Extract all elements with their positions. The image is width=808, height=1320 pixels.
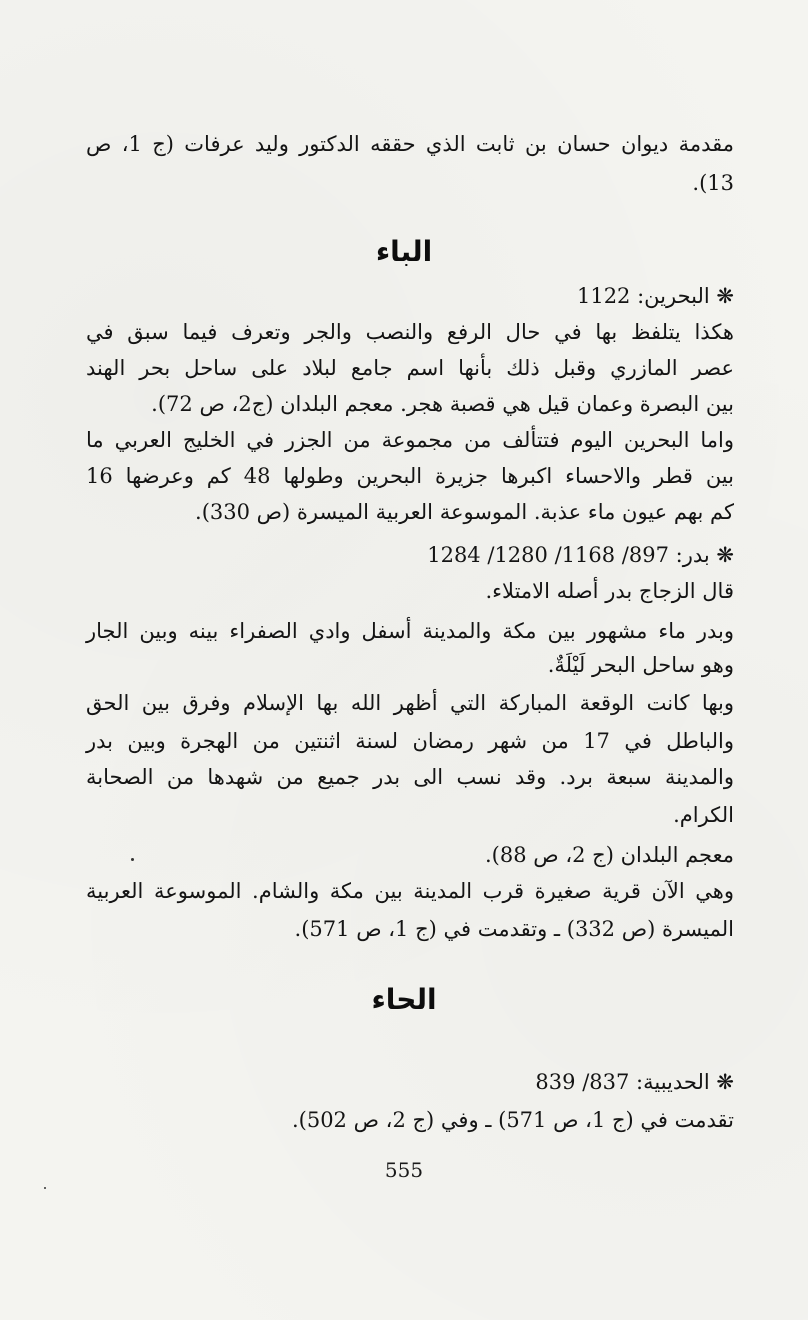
entry-text-line: والباطل في 17 من شهر رمضان لسنة اثنتين من الهجرة وبين بدر (86, 729, 735, 753)
entry-text-line: بين قطر والاحساء اكبرها جزيرة البحرين وطولها 48 كم وعرضها 16 (86, 464, 734, 488)
entry-text-line: وبدر ماء مشهور بين مكة والمدينة أسفل وادي الصفراء بينه وبين الجار (86, 619, 734, 643)
entry-hudaybiyya (86, 1064, 734, 1144)
intro-line: 13). (692, 171, 734, 195)
paper-speck (131, 858, 134, 861)
entry-text-line: وهي الآن قرية صغيرة قرب المدينة بين مكة والشام. الموسوعة العربية (86, 879, 734, 903)
entry-headword: ❋ الحديبية: 837/ 839 (535, 1070, 734, 1094)
entry-text-line: بين البصرة وعمان قيل هي قصبة هجر. معجم البلدان (ج2، ص 72). (151, 392, 734, 416)
entry-text-line: والمدينة سبعة برد. وقد نسب الى بدر جميع من شهدها من الصحابة (86, 765, 734, 789)
entry-text-line: وهو ساحل البحر لَيْلَةٌ. (547, 653, 734, 677)
entry-text-line: وبها كانت الوقعة المباركة التي أظهر الله بها الإسلام وفرق بين الحق (86, 691, 734, 715)
entry-text-line: كم بهم عيون ماء عذبة. الموسوعة العربية الميسرة (ص 330). (195, 500, 734, 524)
entry-text-line: الميسرة (ص 332) ـ وتقدمت في (ج 1، ص 571). (294, 917, 734, 941)
entry-text-line: الكرام. (673, 803, 734, 827)
entry-text-line: قال الزجاج بدر أصله الامتلاء. (485, 579, 734, 603)
entry-text-line: تقدمت في (ج 1، ص 571) ـ وفي (ج 2، ص 502). (291, 1108, 734, 1132)
section-heading-ha: الحاء (371, 983, 437, 1016)
entry-text-line: معجم البلدان (ج 2، ص 88). (484, 843, 734, 867)
entry-text-line: هكذا يتلفظ بها في حال الرفع والنصب والجر وتعرف فيما سبق في (86, 320, 734, 344)
entry-headword: ❋ البحرين: 1122 (576, 284, 734, 308)
entry-text-line: واما البحرين اليوم فتتألف من مجموعة من الجزر في الخليج العربي ما (86, 428, 734, 452)
paper-speck (44, 1187, 46, 1189)
intro-line: مقدمة ديوان حسان بن ثابت الذي حققه الدكتور وليد عرفات (ج 1، ص (86, 132, 735, 156)
intro-block (86, 126, 734, 206)
section-heading-ba: الباء (375, 235, 433, 268)
entry-badr (86, 537, 734, 957)
entry-bahrain (86, 278, 734, 538)
entry-text-line: عصر المازري وقبل ذلك بأنها اسم جامع لبلاد على ساحل بحر الهند (86, 356, 734, 380)
page-number: 555 (384, 1158, 424, 1182)
entry-headword: ❋ بدر: 897/ 1168/ 1280/ 1284 (427, 543, 734, 567)
